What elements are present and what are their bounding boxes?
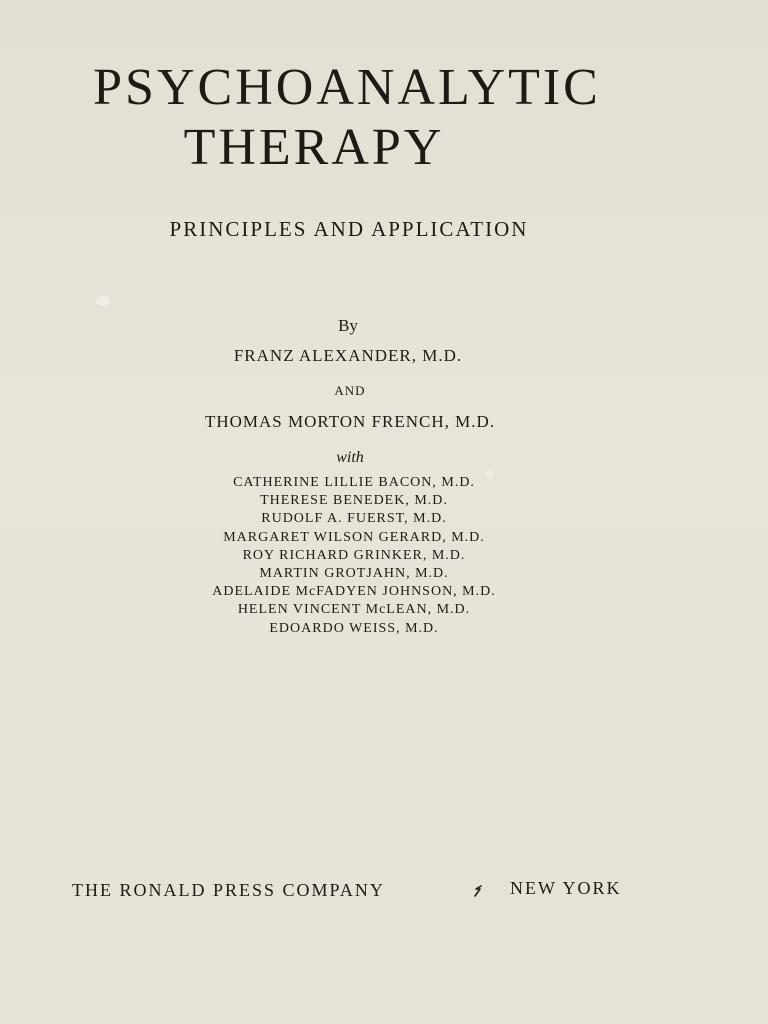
contributor-item: THERESE BENEDEK, M.D. (260, 493, 448, 509)
author-secondary: THOMAS MORTON FRENCH, M.D. (204, 412, 496, 431)
publisher-name: THE RONALD PRESS COMPANY (72, 880, 385, 900)
byline-by: By (338, 316, 358, 335)
contributor-item: HELEN VINCENT McLEAN, M.D. (237, 602, 471, 618)
contributor-item: ROY RICHARD GRINKER, M.D. (242, 547, 466, 563)
book-title-line-1: PSYCHOANALYTIC (93, 59, 601, 116)
publisher-line (72, 874, 652, 902)
contributor-item: RUDOLF A. FUERST, M.D. (261, 511, 447, 527)
contributor-item: ADELAIDE McFADYEN JOHNSON, M.D. (212, 584, 496, 600)
publisher-city: NEW YORK (510, 878, 622, 898)
byline-and: AND (334, 383, 366, 398)
contributor-item: CATHERINE LILLIE BACON, M.D. (233, 475, 475, 490)
book-title-line-2: THERAPY (183, 119, 445, 176)
book-subtitle: PRINCIPLES AND APPLICATION (169, 217, 529, 241)
paper-speck (486, 470, 494, 478)
contributor-item: EDOARDO WEISS, M.D. (269, 620, 439, 636)
contributor-item: MARTIN GROTJAHN, M.D. (259, 566, 449, 582)
contributor-list (160, 474, 548, 638)
byline-with: with (336, 449, 364, 466)
contributor-item: MARGARET WILSON GERARD, M.D. (223, 529, 485, 545)
printer-ornament-icon (472, 880, 484, 900)
author-primary: FRANZ ALEXANDER, M.D. (233, 346, 463, 365)
paper-speck (96, 296, 110, 306)
